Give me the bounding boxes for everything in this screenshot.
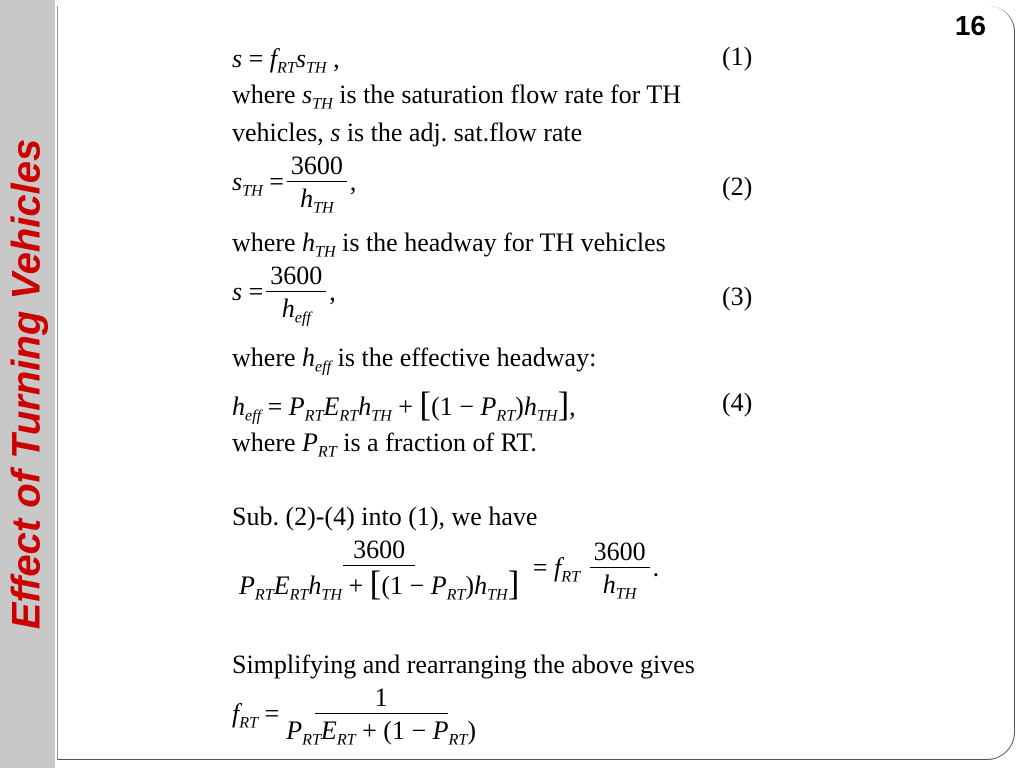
text-sub-into: Sub. (2)-(4) into (1), we have bbox=[232, 502, 538, 531]
equation-4-label: (4) bbox=[722, 388, 753, 417]
text-where-sth: where $s_{TH}$ is the saturation flow rate for TH bbox=[232, 80, 681, 113]
text-where-heff: where $h_{eff}$ is the effective headway: bbox=[232, 343, 597, 376]
equation-2-label: (2) bbox=[722, 172, 753, 201]
equation-4: $h_{eff} = P_{RT}E_{RT}h_{TH} + [(1 - P_{RT})h_{TH}]$, bbox=[232, 385, 576, 425]
equation-3-label: (3) bbox=[722, 282, 753, 311]
text-where-hth: where $h_{TH}$ is the headway for TH vehicles bbox=[232, 228, 666, 261]
slide-number: 16 bbox=[954, 10, 986, 41]
slide-title: Effect of Turning Vehicles bbox=[4, 138, 49, 630]
equation-1: $s = f_{RT}s_{TH}$ , bbox=[232, 44, 340, 77]
text-where-prt: where $P_{RT}$ is a fraction of RT. bbox=[232, 428, 537, 461]
equation-final: $f_{RT}$ = $\frac{1}{P_{RT}E_{RT} + (1 - P_{RT})}$ bbox=[232, 683, 476, 749]
equation-3: s = $\frac{3600}{h_{eff}}$ , bbox=[232, 261, 336, 327]
equation-2: $s_{TH}$ = $\frac{3600}{h_{TH}}$ , bbox=[232, 151, 357, 217]
equation-combined: $\frac{3600}{P_{RT}E_{RT}h_{TH} + [(1 - P_{RT})h_{TH}]}$ = $f_{RT}$ $\frac{3600}{h_{TH}}$ . bbox=[239, 535, 660, 604]
equation-1-label: (1) bbox=[722, 42, 753, 71]
text-vehicles-adj: vehicles, s is the adj. sat.flow rate bbox=[232, 118, 583, 147]
sidebar bbox=[0, 0, 55, 768]
text-simplifying: Simplifying and rearranging the above gives bbox=[232, 650, 695, 679]
